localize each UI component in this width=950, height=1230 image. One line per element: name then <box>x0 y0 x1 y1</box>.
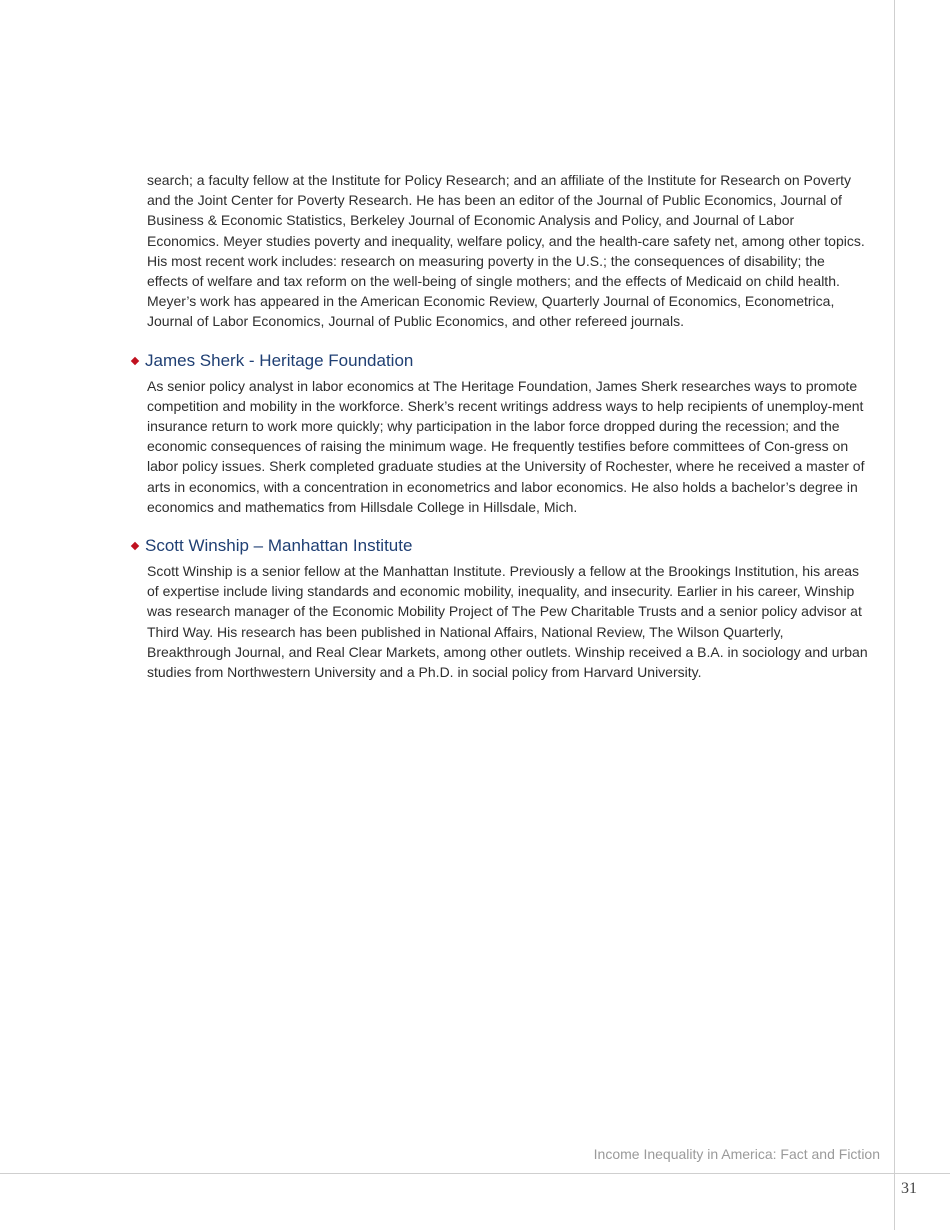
section-heading-text: Scott Winship – Manhattan Institute <box>145 536 413 556</box>
running-footer-title: Income Inequality in America: Fact and Fiction <box>593 1146 880 1162</box>
bio-paragraph: Scott Winship is a senior fellow at the Manhattan Institute. Previously a fellow at the Brookings Institution, his areas of expertise include living standards and economic mobility, inequality, and insecurity. Earlier in his career, Winship was research manager of the Economic Mobility Project of The Pew Charitable Trusts and a senior policy advisor at Third Way. His research has been published in National Affairs, National Review, The Wilson Quarterly, Breakthrough Journal, and Real Clear Markets, among other outlets. Winship received a B.A. in sociology and urban studies from Northwestern University and a Ph.D. in social policy from Harvard University. <box>147 563 868 681</box>
vertical-margin-rule <box>894 0 895 1230</box>
section-heading-text: James Sherk - Heritage Foundation <box>145 350 414 370</box>
continued-bio-paragraph: search; a faculty fellow at the Institute for Policy Research; and an affiliate of the Institute for Research on Poverty and the Joint Center for Poverty Research. He has been an editor of the Journal of Public Economics, Journal of Business & Economic Statistics, Berkeley Journal of Economic Analysis and Policy, and Journal of Labor Economics. Meyer studies poverty and inequality, welfare policy, and the health-care safety net, among other topics. His most recent work includes: research on measuring poverty in the U.S.; the consequences of disability; the effects of welfare and tax reform on the well-being of single mothers; and the effects of Medicaid on child health. Meyer’s work has appeared in the American Economic Review, Quarterly Journal of Economics, Econometrica, Journal of Labor Economics, Journal of Public Economics, and other refereed journals. <box>147 172 865 330</box>
page-content <box>147 170 869 682</box>
horizontal-footer-rule <box>0 1173 950 1174</box>
bio-paragraph: As senior policy analyst in labor economics at The Heritage Foundation, James Sherk researches ways to promote competition and mobility in the workforce. Sherk’s recent writings address ways to help recipients of unemploy-ment insurance return to work more quickly; why participation in the labor force dropped during the recession; and the economic consequences of raising the minimum wage. He frequently testifies before committees of Con-gress on labor policy issues. Sherk completed graduate studies at the University of Rochester, where he received a master of arts in economics, with a concentration in econometrics and labor economics. He also holds a bachelor’s degree in economics and mathematics from Hillsdale College in Hillsdale, Mich. <box>147 377 865 515</box>
red-diamond-bullet-icon <box>131 356 139 364</box>
bio-section-scott-winship <box>147 535 869 682</box>
section-heading <box>145 350 867 372</box>
page-number: 31 <box>901 1180 917 1197</box>
red-diamond-bullet-icon <box>131 542 139 550</box>
bio-section-james-sherk <box>147 350 869 517</box>
section-heading <box>145 535 867 557</box>
